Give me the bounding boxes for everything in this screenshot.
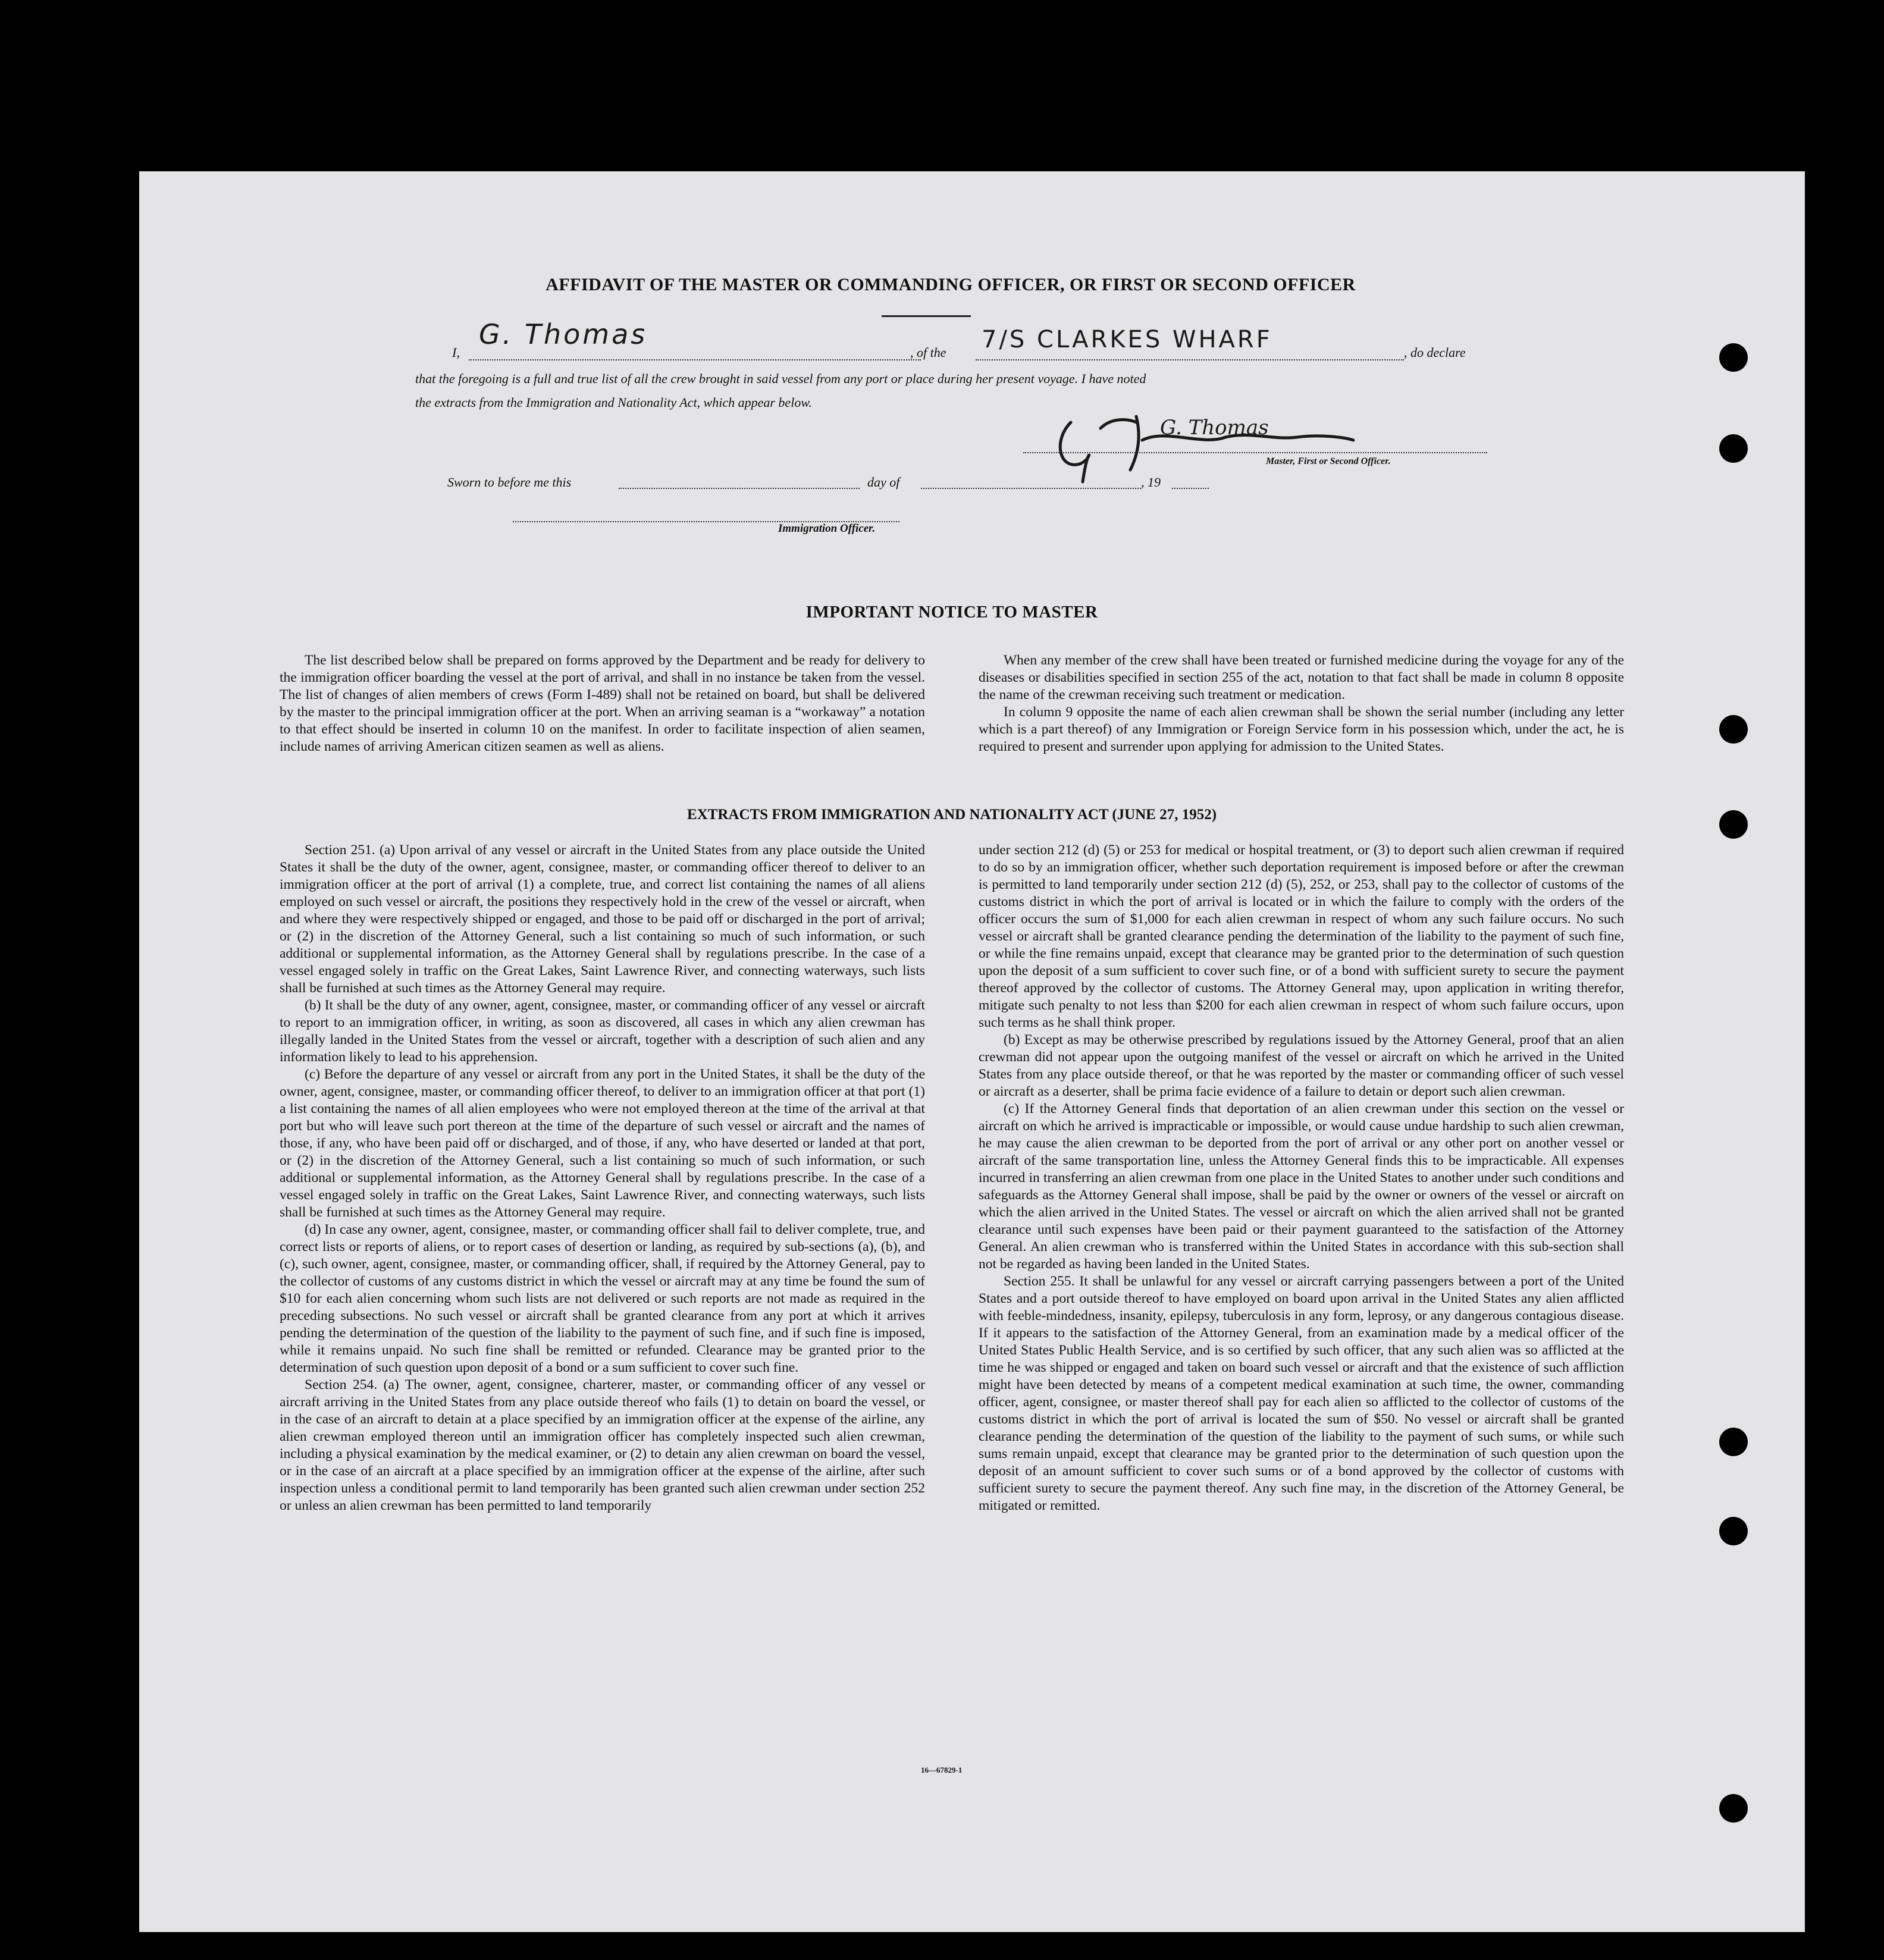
year-label: , 19: [1141, 475, 1161, 490]
section-251-d: (d) In case any owner, agent, consignee, master, or commanding officer shall fail to deliver complete, true, and correct lists or reports of aliens, or to report cases of desertion or landing, as required by sub-sections (a), (b), and (c), such owner, agent, consignee, master, or commanding officer, shall, if required by the Attorney General, pay to the collector of customs of any customs district in which the vessel or aircraft may at any time be found the sum of $10 for each alien concerning whom such lists are not delivered or such reports are not made as required in the preceding subsections. No such vessel or aircraft shall be granted clearance from any port at which it arrives pending the determination of the question of the liability to the payment of such fine, and if such fine is imposed, while it remains unpaid. No such fine shall be remitted or refunded. Clearance may be granted prior to the determination of such question upon deposit of a bond or a sum sufficient to cover such fine.: [280, 1222, 925, 1375]
notice-right-column: [979, 652, 1624, 755]
affidavit-line-2: that the foregoing is a full and true list of all the crew brought in said vessel from any port or place during her present voyage. I have noted: [415, 371, 1146, 386]
of-the-label: , of the: [910, 345, 946, 360]
day-of-label: day of: [867, 475, 900, 490]
binder-hole: [1719, 1517, 1748, 1545]
affidavit-line-3: the extracts from the Immigration and Nationality Act, which appear below.: [415, 395, 812, 410]
binder-hole: [1719, 1794, 1748, 1823]
signature-graphic: [1047, 404, 1356, 488]
section-254-a-continued: under section 212 (d) (5) or 253 for medical or hospital treatment, or (3) to deport such alien crewman if required to do so by an immigration officer, whether such deportation requirement is imposed before or after the crewman is permitted to land temporarily under section 212 (d) (5), 252, or 253, shall pay to the collector of customs of the customs district in which the port of arrival is located or in which the failure to comply with the orders of the officer occurs the sum of $1,000 for each alien crewman in respect of whom any such failure occurs. No such vessel or aircraft shall be granted clearance pending the determination of the liability to the payment of such fine, or while the fine remains unpaid, except that clearance may be granted prior to the determination of such question upon the deposit of a sum sufficient to cover such fine, or of a bond with sufficient surety to secure the payment thereof approved by the collector of customs. The Attorney General may, upon application in writing therefor, mitigate such penalty to not less than $200 for each alien crewman in respect of whom such failure occurs, upon such terms as he shall think proper.: [979, 842, 1624, 1030]
binder-hole: [1719, 343, 1748, 372]
section-251-a: Section 251. (a) Upon arrival of any vessel or aircraft in the United States from any place outside the United States it shall be the duty of the owner, agent, consignee, master, or commanding officer thereof to deliver to an immigration officer at the port of arrival (1) a complete, true, and correct list containing the names of all aliens employed on such vessel or aircraft, the positions they respectively hold in the crew of the vessel or aircraft, when and where they were respectively shipped or engaged, and those to be paid off or discharged in the port of arrival; or (2) in the discretion of the Attorney General, such a list containing so much of such information, or such additional or supplemental information, as the Attorney General shall by regulations prescribe. In the case of a vessel engaged solely in traffic on the Great Lakes, Saint Lawrence River, and connecting waterways, such lists shall be furnished at such times as the Attorney General may require.: [280, 842, 925, 996]
extracts-title: EXTRACTS FROM IMMIGRATION AND NATIONALITY ACT (JUNE 27, 1952): [686, 807, 1217, 823]
affidavit-title: AFFIDAVIT OF THE MASTER OR COMMANDING OFFICER, OR FIRST OR SECOND OFFICER: [546, 275, 1356, 294]
section-254-a: Section 254. (a) The owner, agent, consignee, charterer, master, or commanding officer of any vessel or aircraft arriving in the United States from any place outside thereof who fails (1) to detain on board the vessel, or in the case of an aircraft to detain at a place specified by an immigration officer at the expense of the airline, any alien crewman employed thereon until an immigration officer has completely inspected such alien crewman, including a physical examination by the medical examiner, or (2) to detain any alien crewman on board the vessel, or in the case of an aircraft at a place specified by an immigration officer at the expense of the airline, after such inspection unless a conditional permit to land temporarily has been granted such alien crewman under section 252 or unless an alien crewman has been permitted to land temporarily: [280, 1377, 925, 1513]
sworn-label: Sworn to before me this: [447, 475, 572, 490]
notice-left-column: [280, 652, 925, 755]
extracts-left-column: [280, 842, 925, 1514]
binder-hole: [1719, 715, 1748, 744]
notice-title: IMPORTANT NOTICE TO MASTER: [805, 603, 1098, 622]
vessel-field-line: [976, 359, 1404, 360]
binder-hole: [1719, 1428, 1748, 1456]
extracts-right-column: [979, 842, 1624, 1514]
notice-right-paragraph-2: In column 9 opposite the name of each alien crewman shall be shown the serial number (including any letter which is a part thereof) of any Immigration or Foreign Service form in his possession which, under the act, he is required to present and surrender upon applying for admission to the United States.: [979, 704, 1624, 754]
title-rule: [882, 315, 971, 317]
year-line: [1172, 488, 1209, 489]
section-254-b: (b) Except as may be otherwise prescribed by regulations issued by the Attorney General, proof that an alien crewman did not appear upon the outgoing manifest of the vessel or aircraft on which he arrived in the United States from any place outside thereof, or that he was reported by the master or commanding officer of such vessel or aircraft as a deserter, shall be prima facie evidence of a failure to detain or deport such alien crewman.: [979, 1032, 1624, 1099]
notice-left-paragraph: The list described below shall be prepared on forms approved by the Department and be ready for delivery to the immigration officer boarding the vessel at the port of arrival, and shall in no instance be taken from the vessel. The list of changes of alien members of crews (Form I-489) shall not be retained on board, but shall be delivered by the master to the principal immigration officer at the port. When an arriving seaman is a “workaway” a notation to that effect should be inserted in column 10 on the manifest. In order to facilitate inspection of alien seamen, include names of arriving American citizen seamen as well as aliens.: [280, 653, 925, 754]
section-251-b: (b) It shall be the duty of any owner, agent, consignee, master, or commanding officer of any vessel or aircraft to report to an immigration officer, in writing, as soon as discovered, all cases in which any alien crewman has illegally landed in the United States from the vessel or aircraft, together with a description of such alien and any information likely to lead to his apprehension.: [280, 998, 925, 1065]
section-251-c: (c) Before the departure of any vessel or aircraft from any port in the United States, it shall be the duty of the owner, agent, consignee, master, or commanding officer thereof, to deliver to an immigration officer at that port (1) a list containing the names of all alien employees who were not employed thereon at the time of the arrival at that port but who will leave such port thereon at the time of the departure of such vessel or aircraft and the names of those, if any, who have been paid off or discharged, and of those, if any, who have deserted or landed at that port, or (2) in the discretion of the Attorney General, such a list containing so much of such information, or such additional or supplemental information, as the Attorney General shall by regulations prescribe. In the case of a vessel engaged solely in traffic on the Great Lakes, Saint Lawrence River, and connecting waterways, such lists shall be furnished at such times as the Attorney General may require.: [280, 1067, 925, 1220]
notice-right-paragraph-1: When any member of the crew shall have been treated or furnished medicine during the voyage for any of the diseases or disabilities specified in section 255 of the act, notation to that fact shall be made in column 8 opposite the name of the crewman receiving such treatment or medication.: [979, 653, 1624, 703]
section-255: Section 255. It shall be unlawful for any vessel or aircraft carrying passengers between a port of the United States and a port outside thereof to have employed on board upon arrival in the United States any alien afflicted with feeble-mindedness, insanity, epilepsy, tuberculosis in any form, leprosy, or any dangerous contagious disease. If it appears to the satisfaction of the Attorney General, from an examination made by a medical officer of the United States Public Health Service, and is so certified by such officer, that any such alien was so afflicted at the time he was shipped or engaged and taken on board such vessel or aircraft and that the existence of such affliction might have been detected by means of a competent medical examination at such time, the owner, commanding officer, agent, consignee, or master thereof shall pay for each alien so afflicted to the collector of customs of the customs district in which the port of arrival is located the sum of $50. No vessel or aircraft shall be granted clearance pending the determination of the question of the liability to the payment of such sums, or while such sums remain unpaid, except that clearance may be granted prior to the determination of such question upon the deposit of an amount sufficient to cover such sums or of a bond approved by the collector of customs with sufficient surety to secure the payment thereof. Any such fine may, in the discretion of the Attorney General, be mitigated or remitted.: [979, 1274, 1624, 1513]
signer-name-handwritten: G. Thomas: [479, 318, 648, 350]
sworn-day-line: [619, 488, 860, 489]
immigration-officer-label: Immigration Officer.: [778, 522, 876, 535]
affidavit-i-label: I,: [452, 345, 460, 360]
binder-hole: [1719, 810, 1748, 839]
do-declare-label: , do declare: [1404, 345, 1466, 360]
binder-hole: [1719, 434, 1748, 463]
section-254-c: (c) If the Attorney General finds that deportation of an alien crewman under this section on the vessel or aircraft on which he arrived is impracticable or impossible, or would cause undue hardship to such alien crewman, he may cause the alien crewman to be deported from the port of arrival or any other port on another vessel or aircraft of the same transportation line, unless the Attorney General finds this to be impracticable. All expenses incurred in transferring an alien crewman from one place in the United States to another under such conditions and safeguards as the Attorney General shall impose, shall be paid by the owner or owners of the vessel or aircraft on which the alien arrived in the United States. The vessel or aircraft on which the alien arrived shall not be granted clearance until such expenses have been paid or their payment guaranteed to the satisfaction of the Attorney General. An alien crewman who is transferred within the United States in accordance with this sub-section shall not be regarded as having been landed in the United States.: [979, 1101, 1624, 1272]
month-line: [921, 488, 1141, 489]
vessel-name-handwritten: 7/S CLARKES WHARF: [982, 326, 1272, 353]
signature-text: G. Thomas: [1160, 416, 1269, 440]
form-number: 16—67829-1: [921, 1765, 963, 1774]
name-field-line: [469, 359, 921, 360]
master-title-label: Master, First or Second Officer.: [1266, 456, 1391, 466]
